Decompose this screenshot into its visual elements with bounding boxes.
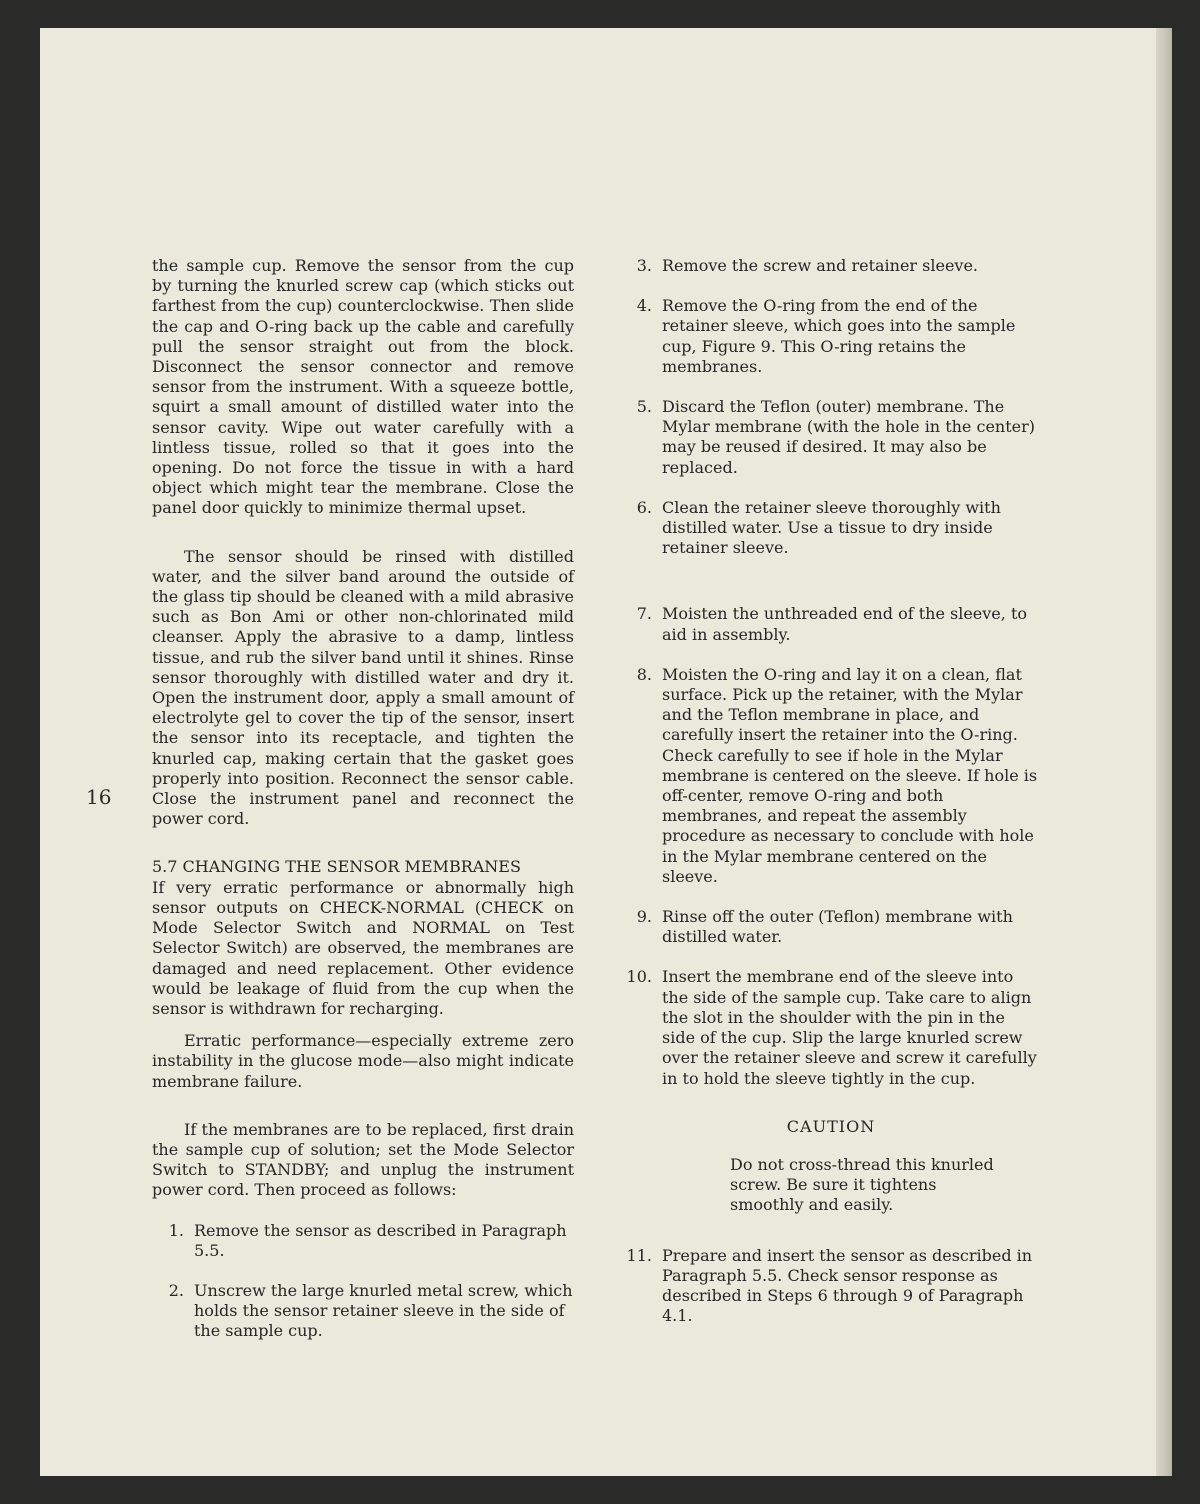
list-item <box>620 665 1042 887</box>
list-item <box>620 1246 1042 1327</box>
step-number: 5. <box>636 397 652 417</box>
step-number: 4. <box>636 296 652 316</box>
list-item <box>620 256 1042 276</box>
paragraph-membrane-symptoms: If very erratic performance or abnormally high sensor outputs on CHECK-NORMAL (CHECK on Mode Selector Switch and NORMAL on Test Selector Switch) are observed, the membranes are damaged and need replacement. Other evidence would be leakage of fluid from the cup when the sensor is withdrawn for recharging. <box>152 877 574 1018</box>
step-text: Clean the retainer sleeve thoroughly with distilled water. Use a tissue to dry inside retainer sleeve. <box>662 497 1001 558</box>
step-text: Unscrew the large knurled metal screw, which holds the sensor retainer sleeve in the side of the sample cup. <box>194 1280 573 1341</box>
document-page <box>40 28 1156 1476</box>
step-text: Discard the Teflon (outer) membrane. The Mylar membrane (with the hole in the center) may be reused if desired. It may also be replaced. <box>662 397 1036 477</box>
step-number: 3. <box>636 256 652 275</box>
step-number: 2. <box>168 1280 184 1300</box>
section-heading: 5.7 CHANGING THE SENSOR MEMBRANES <box>152 857 521 877</box>
step-number: 7. <box>636 604 652 624</box>
list-item <box>620 397 1042 478</box>
paragraph-erratic-performance: Erratic performance—especially extreme zero instability in the glucose mode—also might indicate membrane failure. <box>152 1031 574 1091</box>
step-text: Moisten the unthreaded end of the sleeve, to aid in assembly. <box>662 604 1027 644</box>
caution-heading: CAUTION <box>786 1116 876 1136</box>
list-item <box>620 967 1042 1088</box>
list-item <box>620 604 1042 644</box>
list-item <box>620 296 1042 377</box>
step-text: Rinse off the outer (Teflon) membrane with distilled water. <box>662 907 1013 947</box>
step-text: Insert the membrane end of the sleeve into the side of the sample cup. Take care to align the slot in the shoulder with the pin in the side of the cup. Slip the large knurled screw over the retainer sleeve and screw it carefully in to hold the sleeve tightly in the cup. <box>662 967 1037 1088</box>
caution-text: Do not cross-thread this knurled screw. Be sure it tightens smoothly and easily. <box>730 1154 994 1215</box>
list-item <box>152 1281 574 1342</box>
list-item <box>620 907 1042 947</box>
list-item <box>620 498 1042 559</box>
page-number: 16 <box>86 785 112 809</box>
paragraph-sensor-cleaning: The sensor should be rinsed with distilled water, and the silver band around the outside of the glass tip should be cleaned with a mild abrasive such as Bon Ami or other non-chlorinated mild cleanser. Apply the abrasive to a damp, lintless tissue, and rub the silver band until it shines. Rinse sensor thoroughly with distilled water and dry it. Open the instrument door, apply a small amount of electrolyte gel to cover the tip of the sensor, insert the sensor into its receptacle, and tighten the knurled cap, making certain that the gasket goes properly into position. Reconnect the sensor cable. Close the instrument panel and reconnect the power cord. <box>152 546 574 829</box>
right-column <box>620 256 1042 1326</box>
step-number: 9. <box>636 907 652 927</box>
step-text: Prepare and insert the sensor as described in Paragraph 5.5. Check sensor response as described in Steps 6 through 9 of Paragraph 4.1. <box>662 1245 1033 1326</box>
step-number: 10. <box>626 967 652 987</box>
step-text: Remove the O-ring from the end of the retainer sleeve, which goes into the sample cup, Figure 9. This O-ring retains the membranes. <box>662 296 1016 376</box>
list-item <box>152 1221 574 1261</box>
next-page-edge <box>1156 28 1172 1476</box>
paragraph-sensor-removal: the sample cup. Remove the sensor from the cup by turning the knurled screw cap (which sticks out farthest from the cup) counterclockwise. Then slide the cap and O-ring back up the cable and carefully pull the sensor straight out from the block. Disconnect the sensor connector and remove sensor from the instrument. With a squeeze bottle, squirt a small amount of distilled water into the sensor cavity. Wipe out water carefully with a lintless tissue, rolled so that it goes into the opening. Do not force the tissue in with a hard object which might tear the membrane. Close the panel door quickly to minimize thermal upset. <box>152 256 574 518</box>
step-text: Remove the screw and retainer sleeve. <box>662 256 979 275</box>
step-number: 1. <box>168 1220 184 1240</box>
step-text: Moisten the O-ring and lay it on a clean, flat surface. Pick up the retainer, with the Mylar and the Teflon membrane in place, and carefully insert the retainer into the O-ring. Check carefully to see if hole in the Mylar membrane is centered on the sleeve. If hole is off-center, remove O-ring and both membranes, and repeat the assembly procedure as necessary to conclude with hole in the Mylar membrane centered on the sleeve. <box>662 664 1038 886</box>
step-number: 8. <box>636 664 652 684</box>
step-text: Remove the sensor as described in Paragraph 5.5. <box>194 1220 567 1260</box>
step-number: 6. <box>636 497 652 517</box>
left-column <box>152 256 574 1342</box>
paragraph-replacement-intro: If the membranes are to be replaced, first drain the sample cup of solution; set the Mode Selector Switch to STANDBY; and unplug the instrument power cord. Then proceed as follows: <box>152 1119 574 1200</box>
step-number: 11. <box>626 1245 652 1265</box>
